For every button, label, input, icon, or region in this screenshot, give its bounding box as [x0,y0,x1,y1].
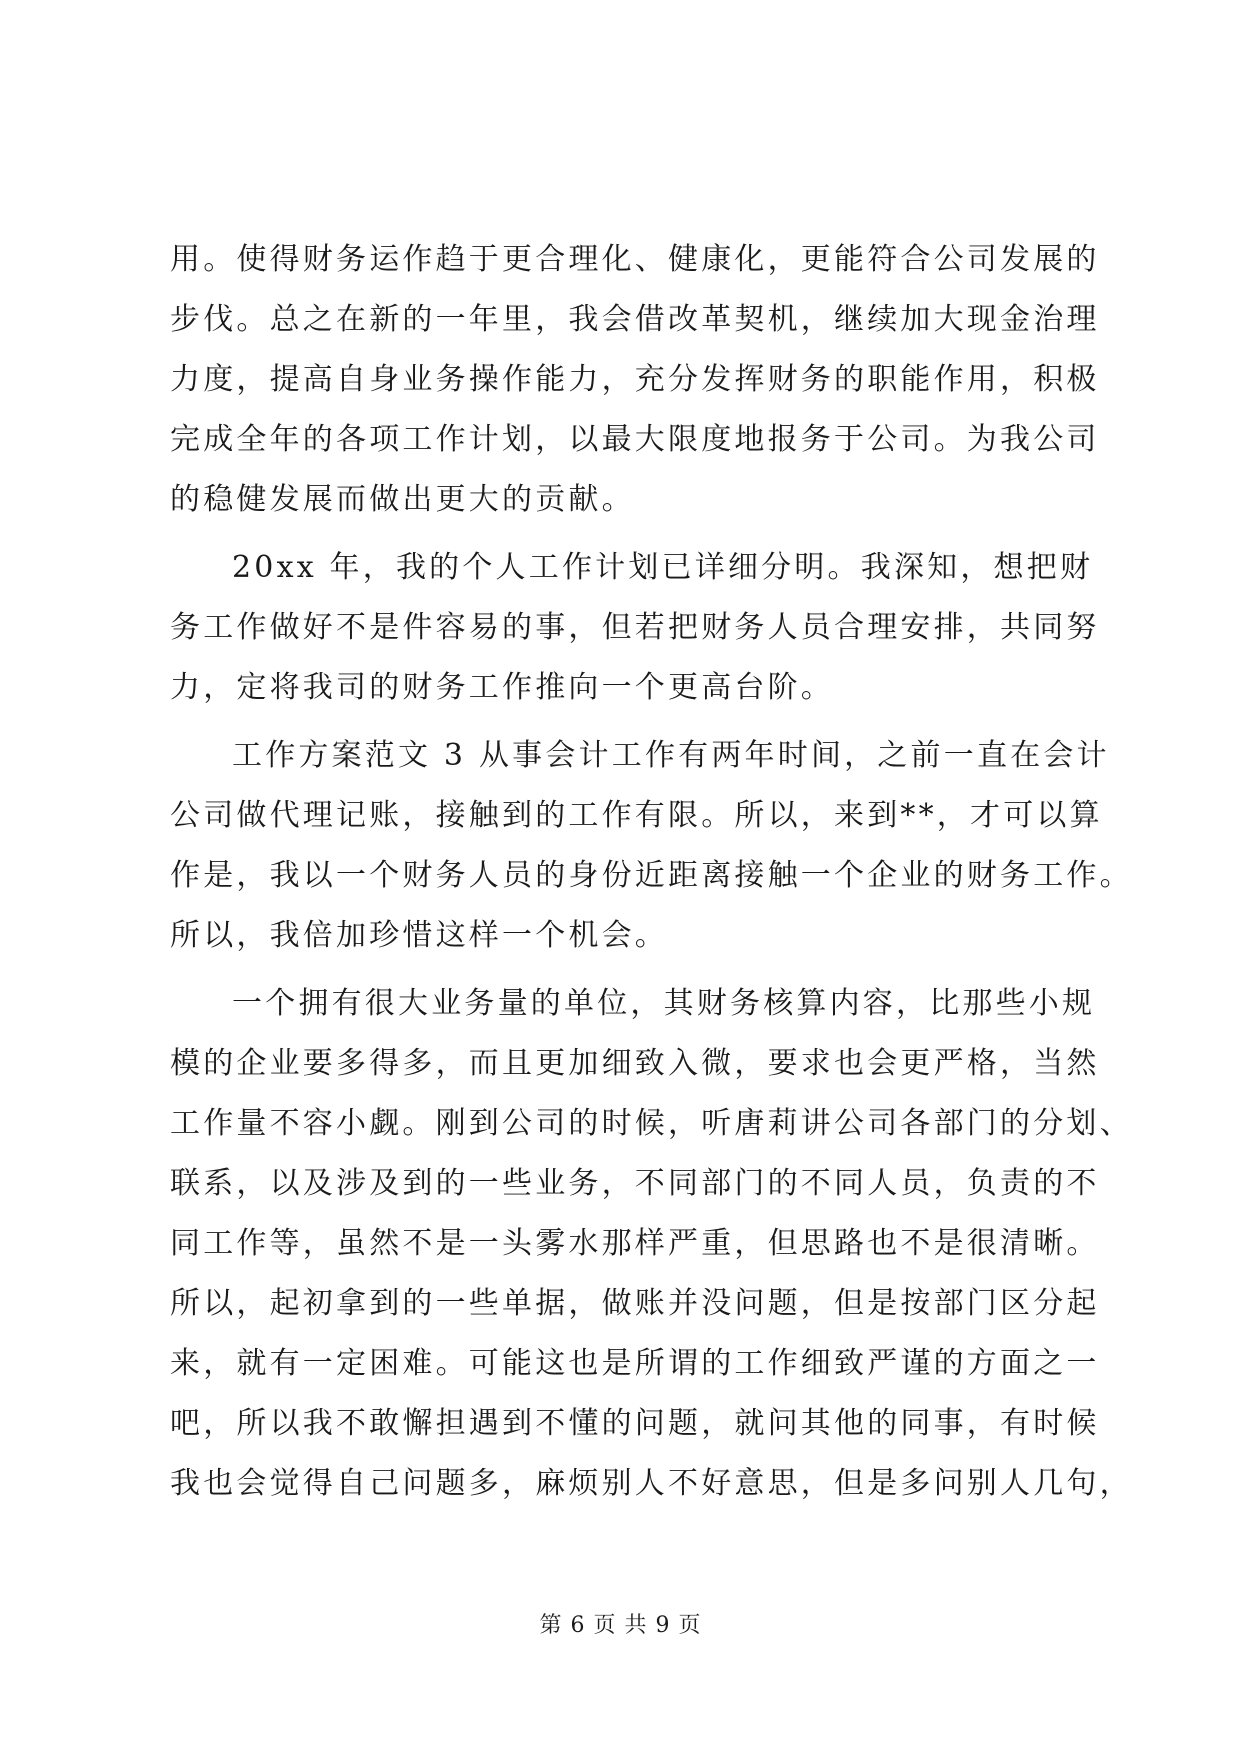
text-line: 联系，以及涉及到的一些业务，不同部门的不同人员，负责的不 [170,1166,1100,1201]
text-line: 的稳健发展而做出更大的贡献。 [170,482,635,517]
paragraph-start-line: 20xx 年，我的个人工作计划已详细分明。我深知，想把财 [232,550,1094,585]
text-line: 我也会觉得自己问题多，麻烦别人不好意思，但是多问别人几句， [170,1466,1133,1501]
text-line: 步伐。总之在新的一年里，我会借改革契机，继续加大现金治理 [170,302,1100,337]
paragraph-start-line: 一个拥有很大业务量的单位，其财务核算内容，比那些小规 [232,986,1096,1021]
text-line: 公司做代理记账，接触到的工作有限。所以，来到**，才可以算 [170,798,1103,833]
text-line: 务工作做好不是件容易的事，但若把财务人员合理安排，共同努 [170,610,1100,645]
text-line: 力，定将我司的财务工作推向一个更高台阶。 [170,670,834,705]
text-line: 工作量不容小觑。刚到公司的时候，听唐莉讲公司各部门的分划、 [170,1106,1133,1141]
document-body [170,230,1133,1514]
page-number-footer: 第 6 页 共 9 页 [539,1613,702,1638]
text-line: 完成全年的各项工作计划，以最大限度地报务于公司。为我公司 [170,422,1100,457]
text-line: 所以，起初拿到的一些单据，做账并没问题，但是按部门区分起 [170,1286,1100,1321]
text-line: 模的企业要多得多，而且更加细致入微，要求也会更严格，当然 [170,1046,1100,1081]
text-line: 用。使得财务运作趋于更合理化、健康化，更能符合公司发展的 [170,242,1100,277]
text-line: 同工作等，虽然不是一头雾水那样严重，但思路也不是很清晰。 [170,1226,1100,1261]
text-line: 力度，提高自身业务操作能力，充分发挥财务的职能作用，积极 [170,362,1100,397]
text-line: 作是，我以一个财务人员的身份近距离接触一个企业的财务工作。 [170,858,1133,893]
text-line: 所以，我倍加珍惜这样一个机会。 [170,918,668,953]
text-line: 吧，所以我不敢懈担遇到不懂的问题，就问其他的同事，有时候 [170,1406,1100,1441]
text-line: 来，就有一定困难。可能这也是所谓的工作细致严谨的方面之一 [170,1346,1100,1381]
paragraph-start-line: 工作方案范文 3 从事会计工作有两年时间，之前一直在会计 [232,738,1110,773]
